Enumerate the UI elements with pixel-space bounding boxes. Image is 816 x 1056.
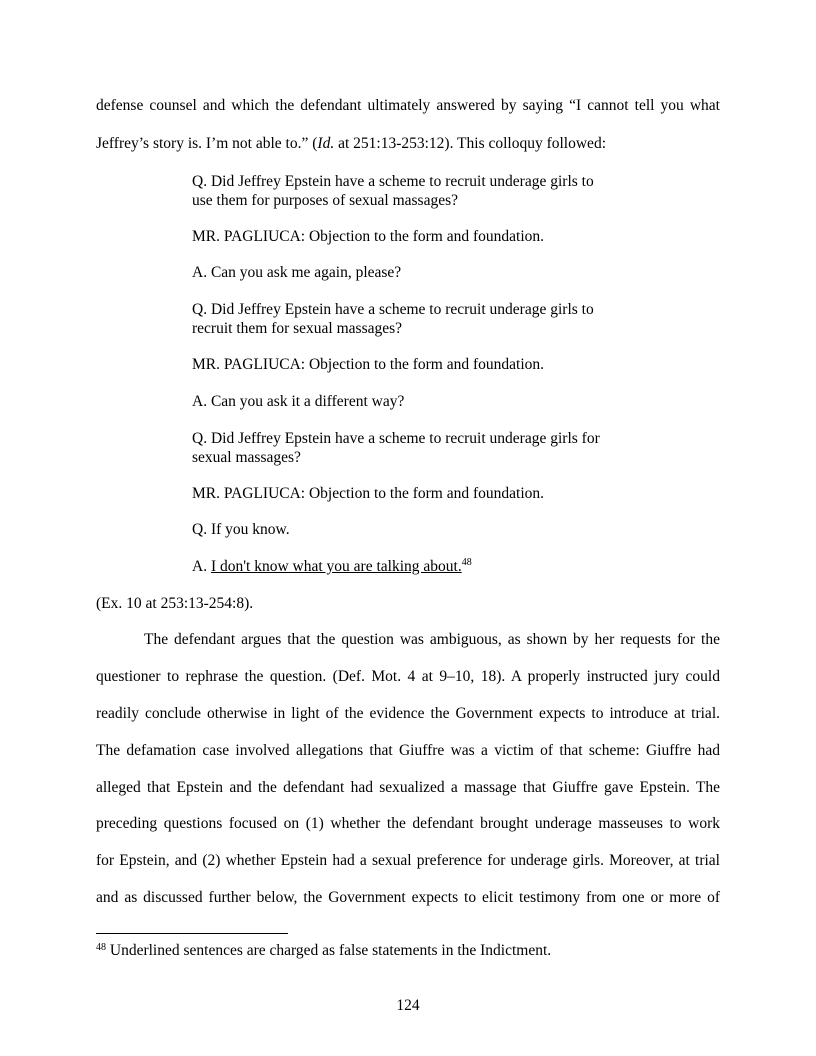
source-citation: (Ex. 10 at 253:13-254:8). <box>96 595 254 612</box>
question-2-line-2: recruit them for sexual massages? <box>192 320 403 337</box>
objection-2: MR. PAGLIUCA: Objection to the form and foundation. <box>192 356 545 373</box>
body-line-8: and as discussed further below, the Government expects to elicit testimony from one or more of <box>96 889 720 906</box>
body-line-6: preceding questions focused on (1) whether the defendant brought underage masseuses to work <box>96 815 720 832</box>
question-2-line-1: Q. Did Jeffrey Epstein have a scheme to recruit underage girls to <box>192 301 594 318</box>
question-1 <box>192 172 594 210</box>
answer-2: A. Can you ask it a different way? <box>192 393 405 410</box>
question-3-line-1: Q. Did Jeffrey Epstein have a scheme to recruit underage girls for <box>192 430 600 447</box>
underlined-false-statement: I don't know what you are talking about. <box>210 558 462 575</box>
footnote-separator <box>96 933 288 934</box>
answer-3-prefix: A. <box>192 558 211 575</box>
footnote-text: Underlined sentences are charged as false statements in the Indictment. <box>106 942 552 959</box>
paragraph-line-2 <box>96 135 720 153</box>
objection-3: MR. PAGLIUCA: Objection to the form and foundation. <box>192 485 545 502</box>
body-line-2: questioner to rephrase the question. (Def. Mot. 4 at 9–10, 18). A properly instructed jury could <box>96 668 720 685</box>
question-1-line-2: use them for purposes of sexual massages? <box>192 192 459 209</box>
body-line-7: for Epstein, and (2) whether Epstein had a sexual preference for underage girls. Moreover, at trial <box>96 852 720 869</box>
question-1-line-1: Q. Did Jeffrey Epstein have a scheme to recruit underage girls to <box>192 173 594 190</box>
body-line-1: The defendant argues that the question was ambiguous, as shown by her requests for the <box>144 631 720 648</box>
footnote-reference: 48 <box>461 557 472 568</box>
question-4: Q. If you know. <box>192 521 290 538</box>
page-number: 124 <box>396 997 420 1014</box>
footnote-48 <box>96 942 551 960</box>
id-citation: Id. <box>317 135 335 152</box>
objection-1: MR. PAGLIUCA: Objection to the form and foundation. <box>192 228 545 245</box>
footnote-number: 48 <box>96 942 106 953</box>
question-3 <box>192 429 600 467</box>
citation-rest: at 251:13-253:12). This colloquy followed: <box>334 135 606 152</box>
question-3-line-2: sexual massages? <box>192 449 301 466</box>
body-line-3: readily conclude otherwise in light of the evidence the Government expects to introduce at trial. <box>96 705 720 722</box>
answer-1: A. Can you ask me again, please? <box>192 264 402 281</box>
paragraph-line-2-text: Jeffrey’s story is. I’m not able to.” ( <box>96 135 318 152</box>
body-line-4: The defamation case involved allegations that Giuffre was a victim of that scheme: Giuffre had <box>96 742 720 759</box>
paragraph-line-1: defense counsel and which the defendant ultimately answered by saying “I cannot tell you what <box>96 97 720 114</box>
body-line-5: alleged that Epstein and the defendant had sexualized a massage that Giuffre gave Epstein. The <box>96 779 720 796</box>
question-2 <box>192 300 594 338</box>
answer-3 <box>192 557 472 576</box>
